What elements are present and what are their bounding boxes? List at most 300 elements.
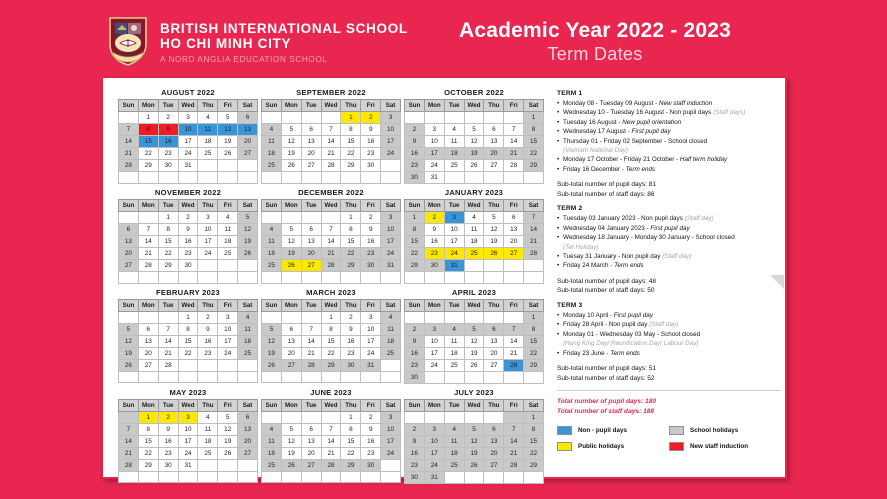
day-cell[interactable]: 2 (341, 311, 361, 323)
day-cell[interactable] (262, 411, 282, 423)
day-cell[interactable] (301, 112, 321, 124)
day-cell[interactable] (504, 172, 524, 184)
day-cell[interactable]: 28 (119, 160, 139, 172)
day-cell[interactable]: 15 (321, 335, 341, 347)
day-cell[interactable]: 1 (178, 311, 198, 323)
day-cell[interactable]: 6 (484, 323, 504, 335)
day-cell[interactable] (238, 459, 258, 471)
day-cell[interactable]: 17 (381, 236, 401, 248)
day-cell[interactable] (464, 311, 484, 323)
day-cell[interactable] (381, 272, 401, 284)
day-cell[interactable] (281, 272, 301, 284)
day-cell[interactable] (464, 471, 484, 483)
day-cell[interactable]: 13 (238, 124, 258, 136)
day-cell[interactable]: 8 (321, 323, 341, 335)
day-cell[interactable]: 18 (444, 148, 464, 160)
day-cell[interactable]: 6 (119, 224, 139, 236)
day-cell[interactable]: 30 (405, 172, 425, 184)
day-cell[interactable]: 19 (238, 236, 258, 248)
day-cell[interactable]: 4 (381, 311, 401, 323)
day-cell[interactable]: 26 (464, 359, 484, 371)
day-cell[interactable]: 18 (218, 236, 238, 248)
day-cell[interactable]: 1 (321, 311, 341, 323)
day-cell[interactable]: 4 (262, 423, 282, 435)
day-cell[interactable]: 26 (281, 459, 301, 471)
day-cell[interactable]: 5 (281, 124, 301, 136)
day-cell[interactable] (504, 411, 524, 423)
day-cell[interactable]: 7 (321, 224, 341, 236)
day-cell[interactable] (361, 471, 381, 483)
day-cell[interactable] (281, 371, 301, 383)
day-cell[interactable]: 19 (484, 236, 504, 248)
day-cell[interactable]: 4 (238, 311, 258, 323)
day-cell[interactable] (198, 272, 218, 284)
day-cell[interactable] (504, 311, 524, 323)
day-cell[interactable] (138, 212, 158, 224)
day-cell[interactable]: 26 (218, 447, 238, 459)
day-cell[interactable]: 31 (361, 359, 381, 371)
day-cell[interactable] (218, 172, 238, 184)
day-cell[interactable] (158, 311, 178, 323)
day-cell[interactable] (301, 272, 321, 284)
day-cell[interactable]: 18 (262, 148, 282, 160)
day-cell[interactable]: 8 (524, 124, 544, 136)
day-cell[interactable]: 20 (238, 136, 258, 148)
day-cell[interactable]: 16 (158, 136, 178, 148)
day-cell[interactable]: 17 (424, 148, 444, 160)
day-cell[interactable]: 17 (198, 236, 218, 248)
day-cell[interactable]: 20 (484, 447, 504, 459)
day-cell[interactable]: 1 (524, 311, 544, 323)
day-cell[interactable]: 9 (158, 124, 178, 136)
day-cell[interactable]: 10 (178, 124, 198, 136)
day-cell[interactable]: 21 (504, 347, 524, 359)
day-cell[interactable]: 5 (464, 423, 484, 435)
day-cell[interactable]: 31 (178, 160, 198, 172)
day-cell[interactable]: 3 (178, 411, 198, 423)
day-cell[interactable]: 14 (321, 435, 341, 447)
day-cell[interactable] (119, 112, 139, 124)
day-cell[interactable] (158, 272, 178, 284)
day-cell[interactable]: 12 (218, 423, 238, 435)
day-cell[interactable]: 31 (424, 172, 444, 184)
day-cell[interactable]: 12 (119, 335, 139, 347)
day-cell[interactable]: 29 (341, 459, 361, 471)
day-cell[interactable]: 9 (405, 136, 425, 148)
day-cell[interactable] (218, 459, 238, 471)
day-cell[interactable]: 26 (218, 148, 238, 160)
day-cell[interactable]: 2 (405, 323, 425, 335)
day-cell[interactable] (262, 371, 282, 383)
day-cell[interactable]: 30 (361, 160, 381, 172)
day-cell[interactable]: 13 (484, 435, 504, 447)
day-cell[interactable] (321, 172, 341, 184)
day-cell[interactable]: 11 (238, 323, 258, 335)
day-cell[interactable] (238, 359, 258, 371)
day-cell[interactable] (484, 371, 504, 383)
day-cell[interactable]: 6 (281, 323, 301, 335)
day-cell[interactable]: 27 (238, 447, 258, 459)
day-cell[interactable]: 3 (361, 311, 381, 323)
day-cell[interactable]: 16 (178, 236, 198, 248)
day-cell[interactable]: 13 (484, 136, 504, 148)
day-cell[interactable]: 27 (301, 160, 321, 172)
day-cell[interactable]: 26 (119, 359, 139, 371)
day-cell[interactable]: 12 (464, 136, 484, 148)
day-cell[interactable] (119, 172, 139, 184)
day-cell[interactable]: 2 (405, 423, 425, 435)
day-cell[interactable]: 29 (405, 260, 425, 272)
day-cell[interactable]: 4 (444, 323, 464, 335)
day-cell[interactable]: 21 (119, 447, 139, 459)
day-cell[interactable]: 13 (281, 335, 301, 347)
day-cell[interactable] (218, 272, 238, 284)
day-cell[interactable]: 11 (262, 136, 282, 148)
day-cell[interactable] (444, 272, 464, 284)
day-cell[interactable]: 3 (424, 124, 444, 136)
day-cell[interactable] (119, 272, 139, 284)
day-cell[interactable] (321, 112, 341, 124)
day-cell[interactable]: 1 (341, 112, 361, 124)
day-cell[interactable]: 29 (524, 160, 544, 172)
day-cell[interactable]: 28 (119, 459, 139, 471)
day-cell[interactable] (119, 471, 139, 483)
day-cell[interactable] (119, 311, 139, 323)
day-cell[interactable] (405, 311, 425, 323)
day-cell[interactable]: 17 (444, 236, 464, 248)
day-cell[interactable]: 7 (321, 124, 341, 136)
day-cell[interactable] (464, 371, 484, 383)
day-cell[interactable]: 25 (238, 347, 258, 359)
day-cell[interactable]: 30 (361, 459, 381, 471)
day-cell[interactable]: 22 (321, 347, 341, 359)
day-cell[interactable] (218, 260, 238, 272)
day-cell[interactable]: 18 (381, 335, 401, 347)
day-cell[interactable]: 19 (218, 435, 238, 447)
day-cell[interactable]: 9 (158, 423, 178, 435)
day-cell[interactable]: 5 (464, 124, 484, 136)
day-cell[interactable]: 15 (341, 136, 361, 148)
day-cell[interactable]: 12 (281, 136, 301, 148)
day-cell[interactable]: 22 (341, 447, 361, 459)
day-cell[interactable] (444, 311, 464, 323)
day-cell[interactable]: 31 (424, 471, 444, 483)
day-cell[interactable]: 9 (178, 224, 198, 236)
day-cell[interactable] (138, 172, 158, 184)
day-cell[interactable] (424, 371, 444, 383)
day-cell[interactable]: 21 (321, 148, 341, 160)
day-cell[interactable]: 11 (218, 224, 238, 236)
day-cell[interactable]: 15 (524, 335, 544, 347)
day-cell[interactable]: 20 (484, 148, 504, 160)
day-cell[interactable] (301, 471, 321, 483)
day-cell[interactable]: 5 (119, 323, 139, 335)
day-cell[interactable] (464, 260, 484, 272)
day-cell[interactable]: 12 (218, 124, 238, 136)
day-cell[interactable]: 17 (178, 435, 198, 447)
day-cell[interactable]: 22 (341, 248, 361, 260)
day-cell[interactable]: 2 (158, 411, 178, 423)
day-cell[interactable]: 6 (484, 124, 504, 136)
day-cell[interactable]: 30 (341, 359, 361, 371)
day-cell[interactable]: 21 (524, 236, 544, 248)
day-cell[interactable]: 20 (138, 347, 158, 359)
day-cell[interactable]: 16 (158, 435, 178, 447)
day-cell[interactable]: 4 (218, 212, 238, 224)
day-cell[interactable]: 7 (524, 212, 544, 224)
day-cell[interactable]: 27 (484, 359, 504, 371)
day-cell[interactable]: 31 (178, 459, 198, 471)
day-cell[interactable] (218, 160, 238, 172)
day-cell[interactable] (341, 471, 361, 483)
day-cell[interactable] (381, 471, 401, 483)
day-cell[interactable]: 2 (424, 212, 444, 224)
day-cell[interactable]: 15 (341, 435, 361, 447)
day-cell[interactable] (484, 172, 504, 184)
day-cell[interactable]: 29 (524, 359, 544, 371)
day-cell[interactable]: 22 (178, 347, 198, 359)
day-cell[interactable] (321, 371, 341, 383)
day-cell[interactable]: 25 (198, 148, 218, 160)
day-cell[interactable]: 15 (405, 236, 425, 248)
day-cell[interactable]: 8 (138, 423, 158, 435)
day-cell[interactable]: 7 (504, 323, 524, 335)
day-cell[interactable]: 25 (198, 447, 218, 459)
day-cell[interactable]: 16 (361, 435, 381, 447)
day-cell[interactable]: 29 (524, 459, 544, 471)
day-cell[interactable]: 26 (281, 160, 301, 172)
day-cell[interactable] (424, 311, 444, 323)
day-cell[interactable]: 16 (405, 447, 425, 459)
day-cell[interactable]: 8 (138, 124, 158, 136)
day-cell[interactable]: 25 (444, 459, 464, 471)
day-cell[interactable]: 6 (238, 411, 258, 423)
day-cell[interactable]: 24 (198, 248, 218, 260)
day-cell[interactable]: 24 (424, 359, 444, 371)
day-cell[interactable] (301, 212, 321, 224)
day-cell[interactable]: 28 (504, 459, 524, 471)
day-cell[interactable]: 15 (341, 236, 361, 248)
day-cell[interactable]: 18 (444, 347, 464, 359)
day-cell[interactable] (198, 459, 218, 471)
day-cell[interactable] (484, 112, 504, 124)
day-cell[interactable]: 22 (524, 347, 544, 359)
day-cell[interactable]: 19 (119, 347, 139, 359)
day-cell[interactable]: 1 (158, 212, 178, 224)
day-cell[interactable]: 11 (198, 423, 218, 435)
day-cell[interactable]: 19 (281, 248, 301, 260)
day-cell[interactable]: 25 (262, 459, 282, 471)
day-cell[interactable]: 14 (504, 435, 524, 447)
day-cell[interactable]: 18 (262, 248, 282, 260)
day-cell[interactable]: 28 (504, 160, 524, 172)
day-cell[interactable]: 21 (504, 447, 524, 459)
day-cell[interactable] (524, 260, 544, 272)
day-cell[interactable]: 20 (301, 248, 321, 260)
day-cell[interactable]: 6 (138, 323, 158, 335)
day-cell[interactable] (321, 212, 341, 224)
day-cell[interactable]: 23 (405, 160, 425, 172)
day-cell[interactable]: 16 (424, 236, 444, 248)
day-cell[interactable] (281, 112, 301, 124)
day-cell[interactable]: 7 (138, 224, 158, 236)
day-cell[interactable]: 12 (484, 224, 504, 236)
day-cell[interactable]: 4 (198, 411, 218, 423)
day-cell[interactable]: 22 (405, 248, 425, 260)
day-cell[interactable]: 16 (198, 335, 218, 347)
day-cell[interactable]: 10 (424, 335, 444, 347)
day-cell[interactable] (198, 260, 218, 272)
day-cell[interactable]: 8 (341, 124, 361, 136)
day-cell[interactable] (178, 471, 198, 483)
day-cell[interactable]: 28 (158, 359, 178, 371)
day-cell[interactable]: 10 (361, 323, 381, 335)
day-cell[interactable] (281, 172, 301, 184)
day-cell[interactable]: 28 (524, 248, 544, 260)
day-cell[interactable]: 21 (301, 347, 321, 359)
day-cell[interactable] (158, 371, 178, 383)
day-cell[interactable]: 16 (341, 335, 361, 347)
day-cell[interactable]: 10 (444, 224, 464, 236)
day-cell[interactable]: 3 (424, 323, 444, 335)
day-cell[interactable]: 30 (158, 459, 178, 471)
day-cell[interactable] (464, 272, 484, 284)
day-cell[interactable] (484, 311, 504, 323)
day-cell[interactable] (464, 112, 484, 124)
day-cell[interactable] (504, 272, 524, 284)
day-cell[interactable]: 3 (178, 112, 198, 124)
day-cell[interactable]: 15 (158, 236, 178, 248)
day-cell[interactable]: 14 (119, 136, 139, 148)
day-cell[interactable]: 18 (464, 236, 484, 248)
day-cell[interactable]: 19 (281, 148, 301, 160)
day-cell[interactable]: 8 (524, 423, 544, 435)
day-cell[interactable]: 9 (361, 423, 381, 435)
day-cell[interactable] (178, 272, 198, 284)
day-cell[interactable]: 23 (158, 148, 178, 160)
day-cell[interactable]: 25 (218, 248, 238, 260)
day-cell[interactable]: 27 (484, 160, 504, 172)
day-cell[interactable] (119, 411, 139, 423)
day-cell[interactable]: 16 (405, 347, 425, 359)
day-cell[interactable]: 24 (444, 248, 464, 260)
day-cell[interactable]: 14 (504, 136, 524, 148)
day-cell[interactable] (198, 172, 218, 184)
day-cell[interactable] (281, 411, 301, 423)
day-cell[interactable]: 29 (321, 359, 341, 371)
day-cell[interactable]: 4 (464, 212, 484, 224)
day-cell[interactable] (341, 371, 361, 383)
day-cell[interactable]: 23 (361, 148, 381, 160)
day-cell[interactable]: 21 (138, 248, 158, 260)
day-cell[interactable]: 11 (381, 323, 401, 335)
day-cell[interactable]: 28 (138, 260, 158, 272)
day-cell[interactable]: 10 (424, 435, 444, 447)
day-cell[interactable]: 13 (301, 236, 321, 248)
day-cell[interactable]: 24 (361, 347, 381, 359)
day-cell[interactable]: 18 (444, 447, 464, 459)
day-cell[interactable]: 8 (341, 423, 361, 435)
day-cell[interactable]: 10 (218, 323, 238, 335)
day-cell[interactable]: 13 (504, 224, 524, 236)
day-cell[interactable]: 1 (138, 411, 158, 423)
day-cell[interactable]: 21 (504, 148, 524, 160)
day-cell[interactable]: 14 (138, 236, 158, 248)
day-cell[interactable]: 1 (341, 411, 361, 423)
day-cell[interactable]: 12 (281, 236, 301, 248)
day-cell[interactable]: 10 (424, 136, 444, 148)
day-cell[interactable] (238, 160, 258, 172)
day-cell[interactable]: 26 (464, 160, 484, 172)
day-cell[interactable]: 7 (504, 423, 524, 435)
day-cell[interactable]: 28 (321, 459, 341, 471)
day-cell[interactable]: 17 (178, 136, 198, 148)
day-cell[interactable]: 3 (381, 411, 401, 423)
day-cell[interactable]: 19 (464, 347, 484, 359)
day-cell[interactable]: 12 (238, 224, 258, 236)
day-cell[interactable]: 19 (281, 447, 301, 459)
day-cell[interactable]: 10 (381, 124, 401, 136)
day-cell[interactable] (301, 172, 321, 184)
day-cell[interactable]: 7 (321, 423, 341, 435)
day-cell[interactable]: 6 (301, 224, 321, 236)
day-cell[interactable]: 1 (524, 112, 544, 124)
day-cell[interactable]: 30 (178, 260, 198, 272)
day-cell[interactable]: 22 (158, 248, 178, 260)
day-cell[interactable]: 26 (464, 459, 484, 471)
day-cell[interactable]: 22 (341, 148, 361, 160)
day-cell[interactable]: 14 (321, 136, 341, 148)
day-cell[interactable] (444, 411, 464, 423)
day-cell[interactable] (381, 172, 401, 184)
day-cell[interactable]: 13 (301, 136, 321, 148)
day-cell[interactable]: 27 (484, 459, 504, 471)
day-cell[interactable] (381, 371, 401, 383)
day-cell[interactable]: 21 (321, 447, 341, 459)
day-cell[interactable]: 17 (218, 335, 238, 347)
day-cell[interactable]: 8 (405, 224, 425, 236)
day-cell[interactable]: 24 (424, 459, 444, 471)
day-cell[interactable]: 17 (381, 136, 401, 148)
day-cell[interactable]: 11 (198, 124, 218, 136)
day-cell[interactable]: 14 (504, 335, 524, 347)
day-cell[interactable]: 26 (262, 359, 282, 371)
day-cell[interactable]: 10 (381, 224, 401, 236)
day-cell[interactable]: 27 (238, 148, 258, 160)
day-cell[interactable]: 14 (119, 435, 139, 447)
day-cell[interactable]: 16 (405, 148, 425, 160)
day-cell[interactable]: 21 (321, 248, 341, 260)
day-cell[interactable]: 14 (158, 335, 178, 347)
day-cell[interactable]: 18 (238, 335, 258, 347)
day-cell[interactable]: 13 (119, 236, 139, 248)
day-cell[interactable] (301, 411, 321, 423)
day-cell[interactable]: 2 (361, 411, 381, 423)
day-cell[interactable]: 10 (198, 224, 218, 236)
day-cell[interactable]: 31 (444, 260, 464, 272)
day-cell[interactable] (178, 172, 198, 184)
day-cell[interactable]: 3 (198, 212, 218, 224)
day-cell[interactable]: 29 (341, 260, 361, 272)
day-cell[interactable]: 22 (524, 148, 544, 160)
day-cell[interactable]: 6 (504, 212, 524, 224)
day-cell[interactable] (444, 371, 464, 383)
day-cell[interactable] (424, 272, 444, 284)
day-cell[interactable]: 4 (444, 423, 464, 435)
day-cell[interactable] (424, 411, 444, 423)
day-cell[interactable] (262, 172, 282, 184)
day-cell[interactable] (524, 371, 544, 383)
